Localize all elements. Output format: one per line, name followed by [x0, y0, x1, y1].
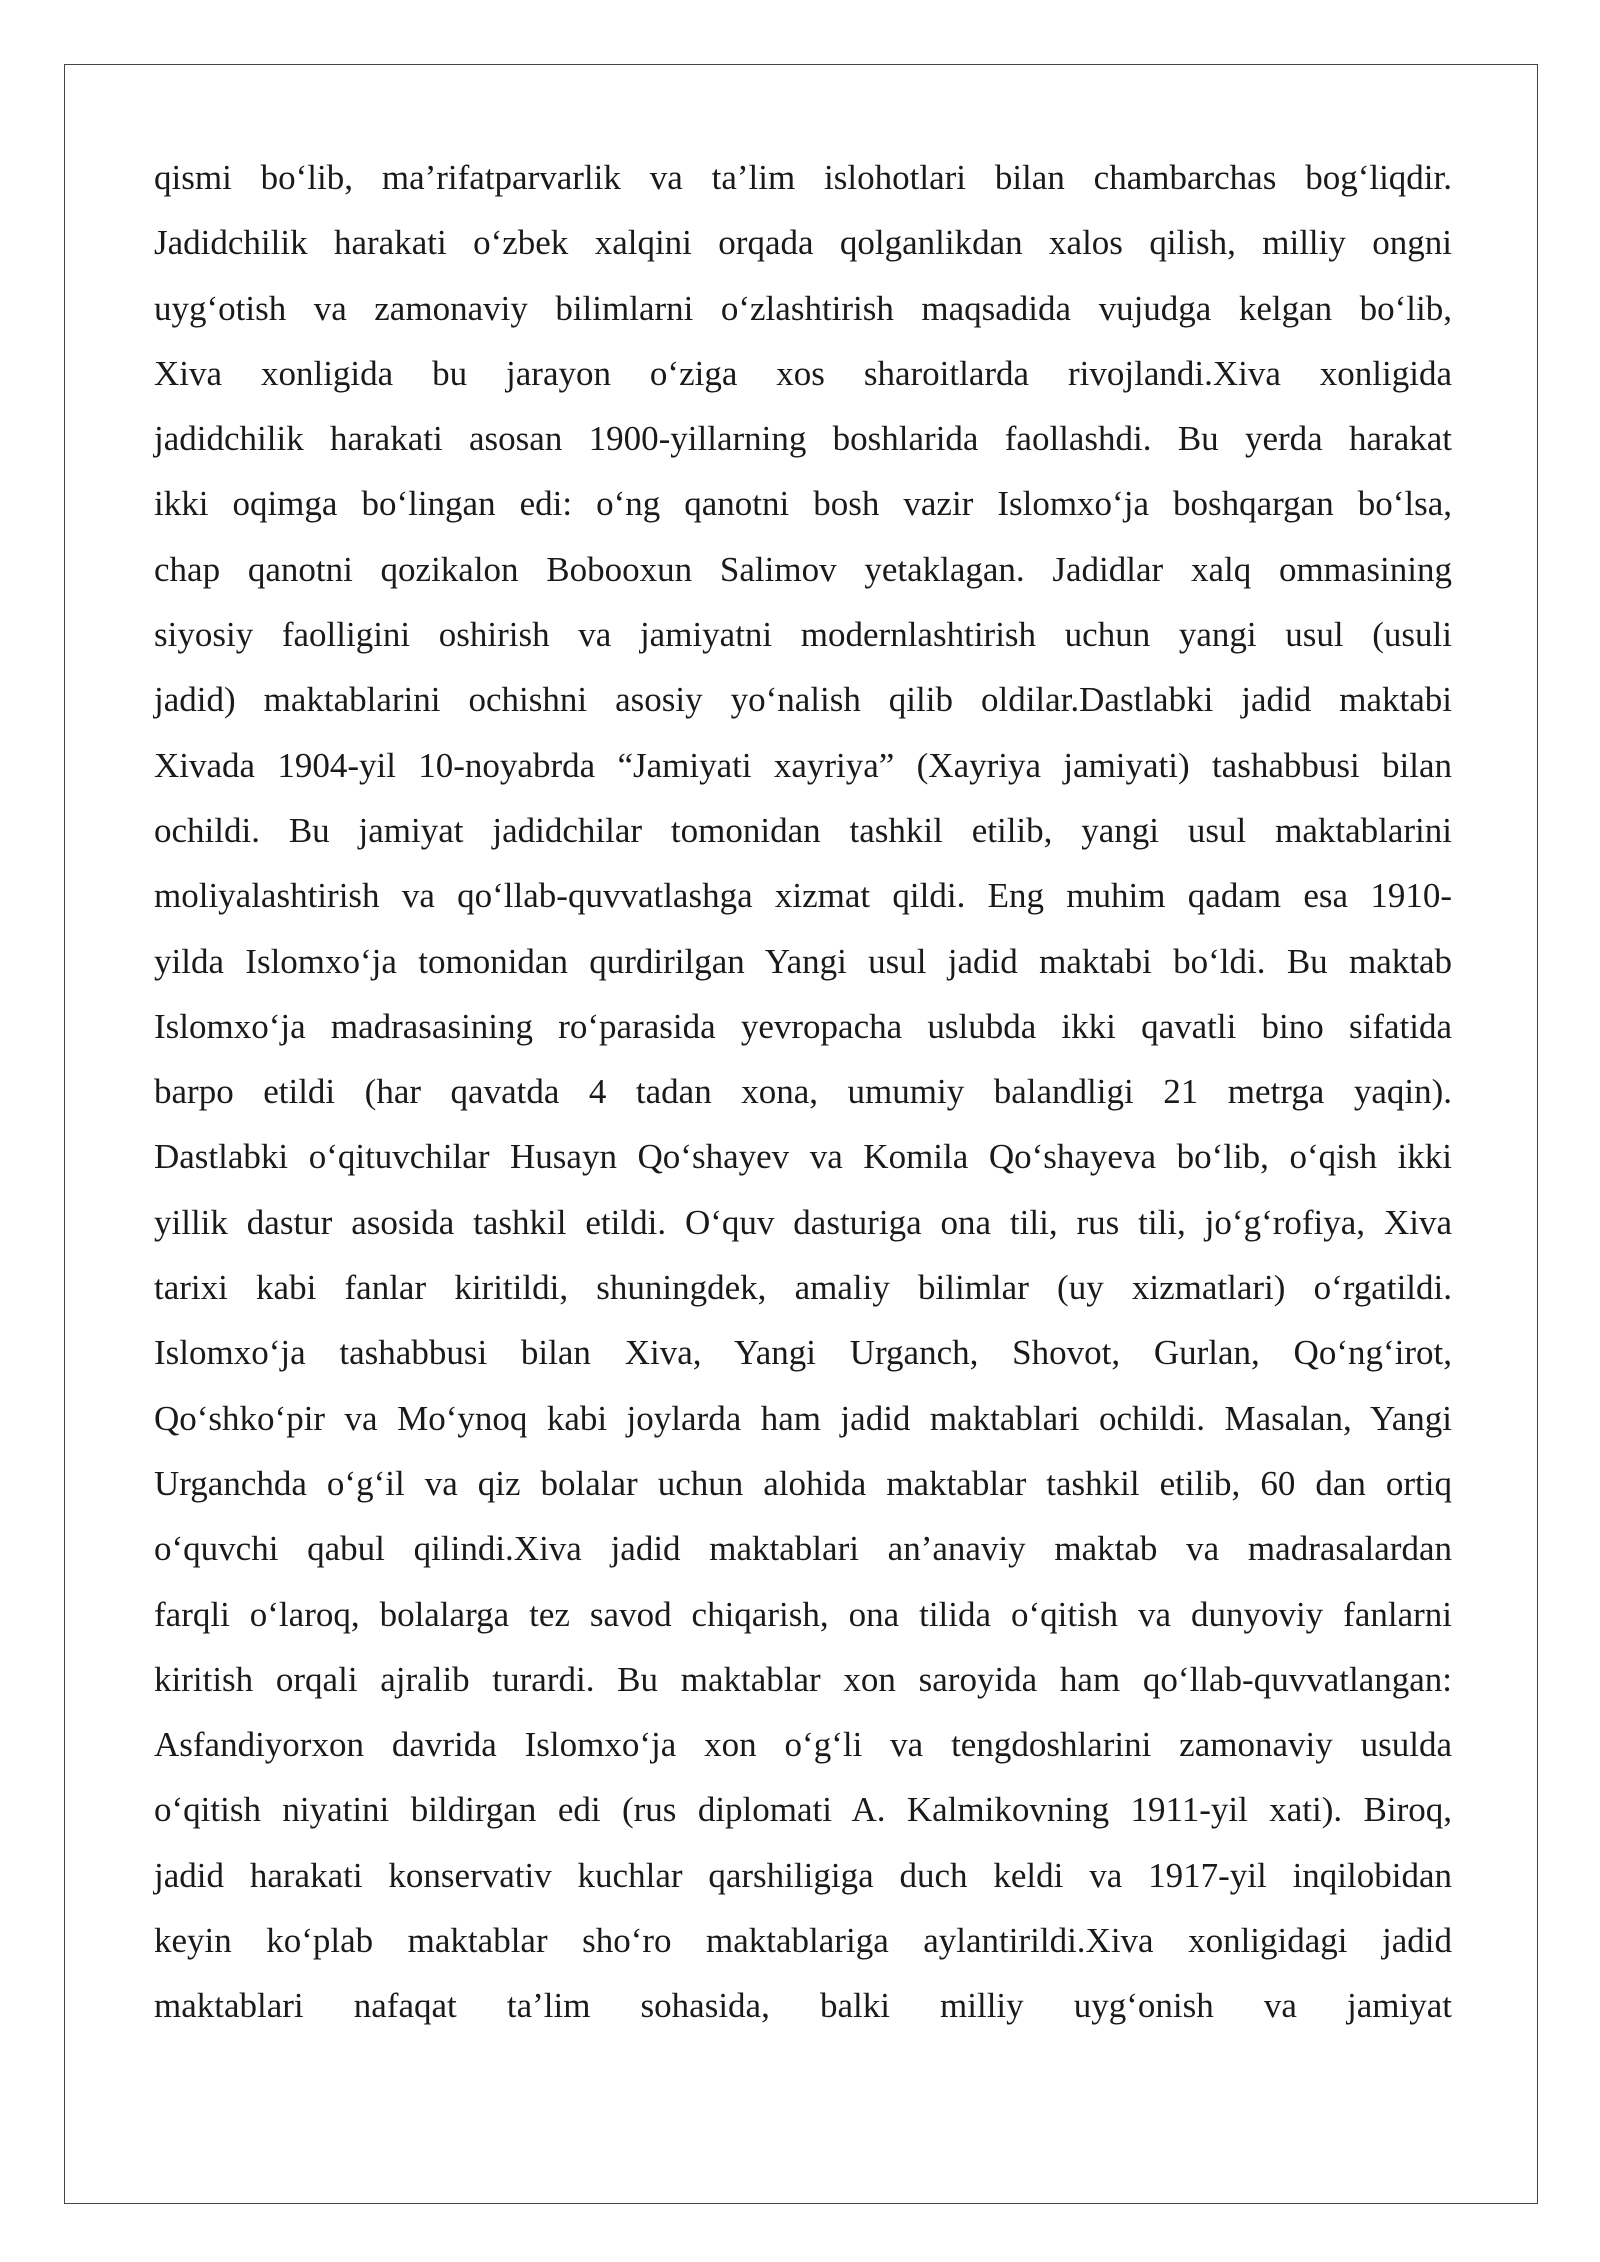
text-line: moliyalashtirish va qo‘llab-quvvatlashga xizmat qildi. Eng muhim qadam esa 1910-: [154, 876, 1452, 916]
text-line: jadidchilik harakati asosan 1900-yillarning boshlarida faollashdi. Bu yerda harakat: [154, 419, 1452, 459]
text-line: yilda Islomxo‘ja tomonidan qurdirilgan Yangi usul jadid maktabi bo‘ldi. Bu maktab: [154, 941, 1452, 981]
document-body: [154, 145, 1452, 2039]
text-line: yillik dastur asosida tashkil etildi. O‘quv dasturiga ona tili, rus tili, jo‘g‘rofiya, Xiva: [154, 1202, 1452, 1242]
text-line: uyg‘otish va zamonaviy bilimlarni o‘zlashtirish maqsadida vujudga kelgan bo‘lib,: [154, 288, 1452, 328]
text-line: Qo‘shko‘pir va Mo‘ynoq kabi joylarda ham jadid maktablari ochildi. Masalan, Yangi: [154, 1398, 1452, 1438]
text-line: Dastlabki o‘qituvchilar Husayn Qo‘shayev va Komila Qo‘shayeva bo‘lib, o‘qish ikki: [154, 1137, 1452, 1177]
text-line: barpo etildi (har qavatda 4 tadan xona, umumiy balandligi 21 metrga yaqin).: [154, 1072, 1452, 1112]
text-line: Islomxo‘ja madrasasining ro‘parasida yevropacha uslubda ikki qavatli bino sifatida: [154, 1006, 1452, 1046]
text-line: jadid) maktablarini ochishni asosiy yo‘nalish qilib oldilar.Dastlabki jadid maktabi: [154, 680, 1452, 720]
text-line: farqli o‘laroq, bolalarga tez savod chiqarish, ona tilida o‘qitish va dunyoviy fanlarni: [154, 1594, 1452, 1634]
text-line: qismi bo‘lib, ma’rifatparvarlik va ta’lim islohotlari bilan chambarchas bog‘liqdir.: [154, 158, 1452, 197]
text-line: Xiva xonligida bu jarayon o‘ziga xos sharoitlarda rivojlandi.Xiva xonligida: [154, 353, 1452, 393]
text-line: ochildi. Bu jamiyat jadidchilar tomonidan tashkil etilib, yangi usul maktablarini: [154, 810, 1452, 850]
text-line: o‘quvchi qabul qilindi.Xiva jadid maktablari an’anaviy maktab va madrasalardan: [154, 1529, 1452, 1569]
text-line: Asfandiyorxon davrida Islomxo‘ja xon o‘g‘li va tengdoshlarini zamonaviy usulda: [154, 1725, 1452, 1765]
text-line: Jadidchilik harakati o‘zbek xalqini orqada qolganlikdan xalos qilish, milliy ongni: [154, 223, 1452, 263]
text-line: Xivada 1904-yil 10-noyabrda “Jamiyati xayriya” (Xayriya jamiyati) tashabbusi bilan: [154, 745, 1452, 785]
text-line: tarixi kabi fanlar kiritildi, shuningdek, amaliy bilimlar (uy xizmatlari) o‘rgatildi.: [154, 1268, 1452, 1308]
text-line: keyin ko‘plab maktablar sho‘ro maktablariga aylantirildi.Xiva xonligidagi jadid: [154, 1921, 1452, 1961]
text-line: maktablari nafaqat ta’lim sohasida, balki milliy uyg‘onish va jamiyat: [154, 1986, 1452, 2026]
text-line: jadid harakati konservativ kuchlar qarshiligiga duch keldi va 1917-yil inqilobidan: [154, 1855, 1452, 1895]
text-line: chap qanotni qozikalon Bobooxun Salimov yetaklagan. Jadidlar xalq ommasining: [154, 549, 1452, 589]
text-line: kiritish orqali ajralib turardi. Bu maktablar xon saroyida ham qo‘llab-quvvatlangan:: [154, 1659, 1452, 1699]
text-line: Urganchda o‘g‘il va qiz bolalar uchun alohida maktablar tashkil etilib, 60 dan ortiq: [154, 1463, 1452, 1503]
text-line: o‘qitish niyatini bildirgan edi (rus diplomati A. Kalmikovning 1911-yil xati). Biroq,: [154, 1790, 1452, 1830]
text-line: siyosiy faolligini oshirish va jamiyatni modernlashtirish uchun yangi usul (usuli: [154, 615, 1452, 655]
text-line: ikki oqimga bo‘lingan edi: o‘ng qanotni bosh vazir Islomxo‘ja boshqargan bo‘lsa,: [154, 484, 1452, 524]
text-line: Islomxo‘ja tashabbusi bilan Xiva, Yangi Urganch, Shovot, Gurlan, Qo‘ng‘irot,: [154, 1333, 1452, 1373]
